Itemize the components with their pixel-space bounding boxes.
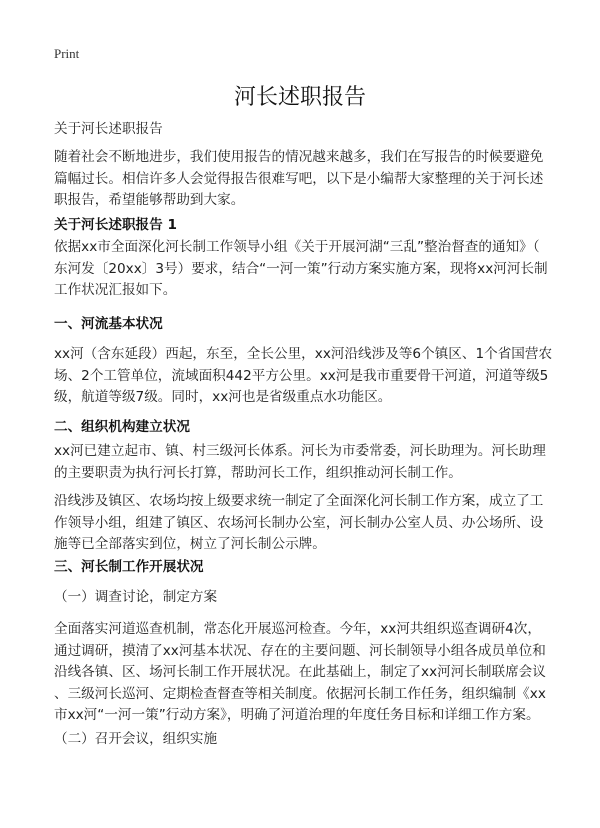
- section2-paragraph1: [54, 441, 554, 484]
- line: xx河（含东延段）西起，东至，全长公里，xx河沿线涉及等6个镇区、1个省国营农: [54, 346, 553, 362]
- line: 东河发〔20xx〕3号）要求，结合“一河一策”行动方案实施方案，现将xx河河长制: [54, 260, 548, 277]
- intro-paragraph: [54, 147, 554, 212]
- subtitle: 关于河长述职报告: [54, 121, 163, 137]
- section3-sub2-heading: （二）召开会议，组织实施: [54, 731, 218, 747]
- line: 、三级河长巡河、定期检查督查等相关制度。依据河长制工作任务，组织编制《xx: [54, 685, 546, 702]
- line: 随着社会不断地进步，我们使用报告的情况越来越多，我们在写报告的时候要避免: [54, 149, 544, 165]
- line: xx河已建立起市、镇、村三级河长体系。河长为市委常委，河长助理为。河长助理: [54, 443, 546, 459]
- report1-heading: 关于河长述职报告 1: [54, 217, 177, 233]
- line: 篇幅过长。相信许多人会觉得报告很难写吧，以下是小编帮大家整理的关于河长述: [54, 170, 544, 187]
- line: 依据xx市全面深化河长制工作领导小组《关于开展河湖“三乱”整治督查的通知》（: [54, 239, 540, 255]
- line: 工作状况汇报如下。: [54, 282, 177, 298]
- line: 职报告，希望能够帮助到大家。: [54, 192, 245, 208]
- line: 沿线涉及镇区、农场均按上级要求统一制定了全面深化河长制工作方案，成立了工: [54, 493, 544, 509]
- print-link[interactable]: Print: [54, 46, 80, 61]
- document-title: 河长述职报告: [233, 85, 366, 110]
- line: 级，航道等级7级。同时，xx河也是省级重点水功能区。: [54, 389, 392, 405]
- line: 全面落实河道巡查机制，常态化开展巡河检查。今年，xx河共组织巡查调研4次，: [54, 621, 541, 637]
- section2-paragraph2: [54, 491, 554, 556]
- section3-sub1-heading: （一）调查讨论，制定方案: [54, 589, 218, 605]
- line: 施等已全部落实到位，树立了河长制公示牌。: [54, 536, 326, 552]
- line: 通过调研，摸清了xx河基本状况、存在的主要问题、河长制领导小组各成员单位和: [54, 642, 546, 659]
- section2-heading: 二、组织机构建立状况: [54, 419, 190, 435]
- section3-heading: 三、河长制工作开展状况: [54, 559, 204, 575]
- report1-intro: [54, 237, 554, 302]
- line: 场、2个工管单位，流域面积442平方公里。xx河是我市重要骨干河道，河道等级5: [54, 367, 549, 384]
- line: 作领导小组，组建了镇区、农场河长制办公室，河长制办公室人员、办公场所、设: [54, 514, 544, 531]
- section1-paragraph: [54, 344, 554, 409]
- section3-sub1-paragraph: [54, 619, 554, 727]
- line: 市xx河“一河一策”行动方案》，明确了河道治理的年度任务目标和详细工作方案。: [54, 707, 540, 723]
- section1-heading: 一、河流基本状况: [54, 316, 163, 332]
- line: 的主要职责为执行河长打算，帮助河长工作，组织推动河长制工作。: [54, 464, 462, 481]
- line: 沿线各镇、区、场河长制工作开展状况。在此基础上，制定了xx河河长制联席会议: [54, 664, 546, 680]
